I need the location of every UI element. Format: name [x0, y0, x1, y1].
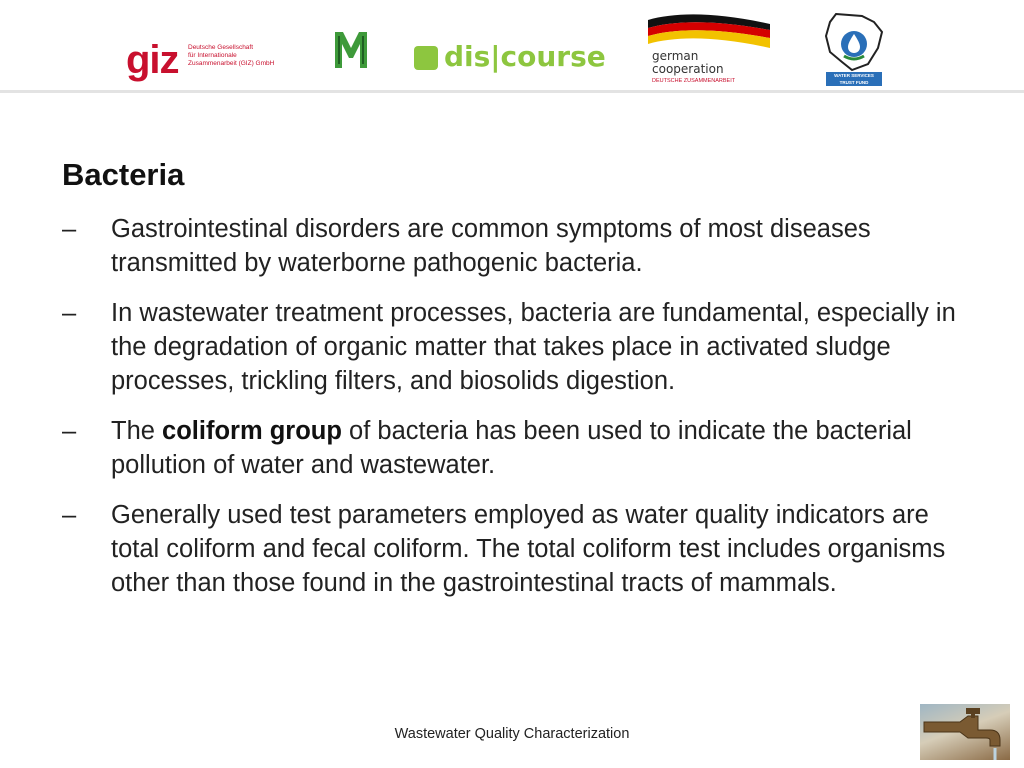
slide-title: Bacteria [62, 157, 185, 192]
faucet-icon [920, 704, 1010, 760]
german-flag-icon [646, 14, 772, 50]
german-word-line: german [652, 49, 699, 63]
bullet-dash: – [62, 417, 77, 445]
bullet-item [62, 498, 962, 600]
giz-logo-name [188, 44, 308, 68]
bullet-dash: – [62, 215, 77, 243]
bullet-text-after: of bacteria has been used to indicate the bacterial pollution of water and wastewater. [111, 417, 912, 479]
german-word-line: cooperation [652, 62, 724, 76]
footer-title: Wastewater Quality Characterization [394, 726, 630, 742]
bullet-dash: – [62, 501, 77, 529]
bullet-dash: – [62, 299, 77, 327]
water-faucet-photo [920, 704, 1010, 760]
water-services-trust-fund-banner: WATER SERVICES TRUST FUND [826, 72, 882, 86]
giz-name-line: Deutsche Gesellschaft [188, 44, 254, 51]
bullet-text: Generally used test parameters employed as water quality indicators are total coliform and fecal coliform. The total coliform test includes organisms other than those found in the gastrointestinal tracts of mammals. [111, 501, 946, 597]
bullet-text [111, 417, 912, 479]
bullet-item [62, 414, 962, 482]
discourse-square-icon [414, 46, 438, 70]
bullet-text: Gastrointestinal disorders are common symptoms of most diseases transmitted by waterborne pathogenic bacteria. [111, 215, 871, 277]
bullet-text-bold: coliform group [162, 417, 342, 445]
german-cooperation-sub: DEUTSCHE ZUSAMMENARBEIT [652, 78, 736, 84]
bullet-text: In wastewater treatment processes, bacteria are fundamental, especially in the degradation of organic matter that takes place in activated sludge processes, trickling filters, and biosolids digestion. [111, 299, 956, 395]
mi-logo [333, 30, 369, 70]
german-cooperation-word [652, 50, 724, 76]
bullet-list [62, 212, 962, 616]
giz-logo-word: giz [126, 38, 179, 82]
giz-name-line: für Internationale [188, 52, 237, 59]
header-divider [0, 90, 1024, 93]
water-services-trust-fund-logo [822, 12, 886, 88]
logo-header [0, 0, 1024, 90]
german-cooperation-logo [646, 14, 772, 88]
bullet-item [62, 212, 962, 280]
bullet-text-before: The [111, 417, 163, 445]
kenya-map-icon [822, 12, 886, 72]
giz-name-line: Zusammenarbeit (GIZ) GmbH [188, 60, 275, 67]
discourse-logo-word: dis|course [444, 40, 606, 73]
bullet-item [62, 296, 962, 398]
